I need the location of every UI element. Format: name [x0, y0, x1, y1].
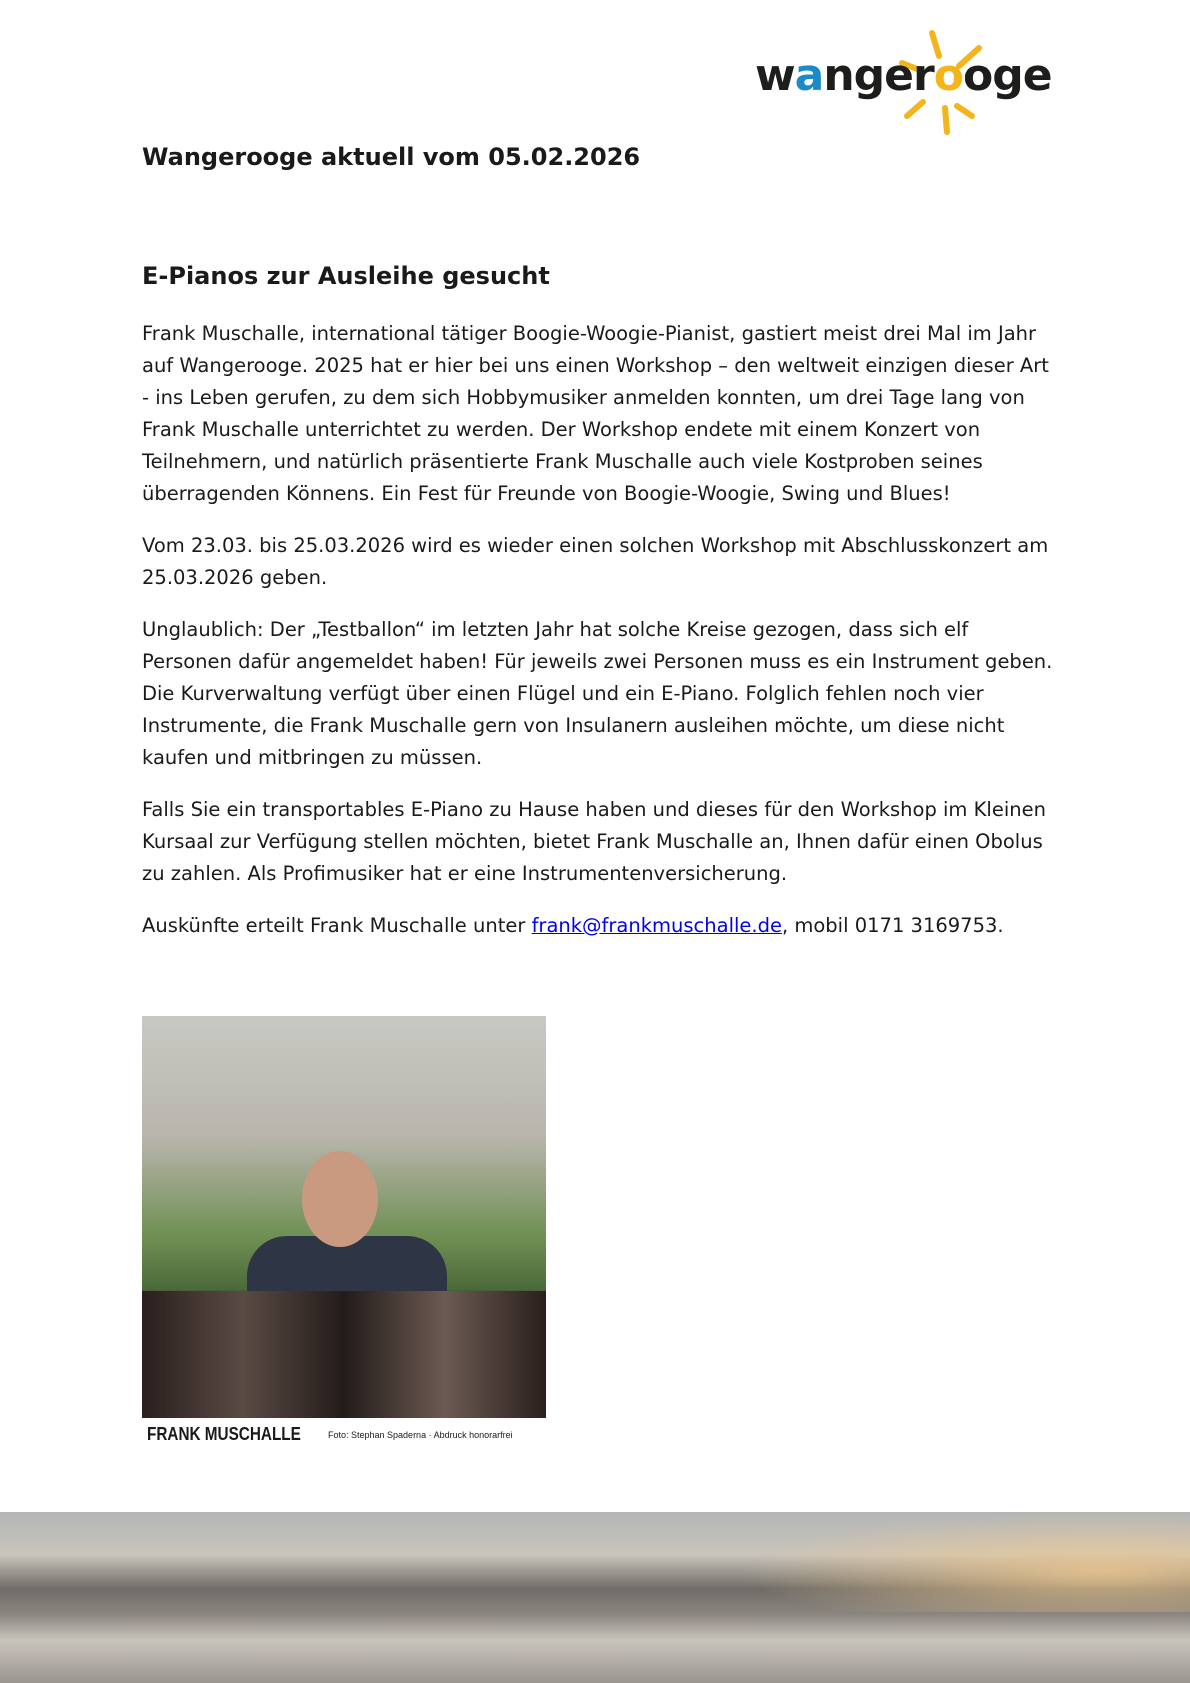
logo-text: w: [755, 50, 795, 101]
paragraph: Unglaublich: Der „Testballon“ im letzten Jahr hat solche Kreise gezogen, dass sich elf Personen dafür angemeldet haben! Für jeweils zwei Personen muss es ein Instrument geben. Die Kurverwaltung verfügt über einen Flügel und ein E-Piano. Folglich fehlen noch vier Instrumente, die Frank Muschalle gern von Insulanern ausleihen möchte, um diese nicht kaufen und mitbringen zu müssen.: [142, 618, 1053, 769]
footer-beach-image: [0, 1512, 1190, 1683]
contact-prefix: Auskünfte erteilt Frank Muschalle unter: [142, 914, 532, 937]
email-link[interactable]: frank@frankmuschalle.de: [531, 914, 782, 937]
article-heading: E-Pianos zur Ausleihe gesucht: [142, 262, 550, 290]
photo-credit: Foto: Stephan Spaderna · Abdruck honorarfrei: [328, 1430, 513, 1440]
logo-text: o: [933, 50, 963, 101]
photo-caption-name: FRANK MUSCHALLE: [147, 1424, 301, 1444]
logo-text: nger: [823, 50, 934, 101]
logo-text: oge: [962, 50, 1052, 101]
contact-suffix: , mobil 0171 3169753.: [781, 914, 1004, 937]
contact-paragraph: [142, 910, 1062, 942]
logo-text: a: [794, 50, 824, 101]
paragraph: Frank Muschalle, international tätiger Boogie-Woogie-Pianist, gastiert meist drei Mal im Jahr auf Wangerooge. 2025 hat er hier bei uns einen Workshop – den weltweit einzigen dieser Art - ins Leben gerufen, zu dem sich Hobbymusiker anmelden konnten, um drei Tage lang von Frank Muschalle unterrichtet zu werden. Der Workshop endete mit einem Konzert von Teilnehmern, und natürlich präsentierte Frank Muschalle auch viele Kostproben seines überragenden Könnens. Ein Fest für Freunde von Boogie-Woogie, Swing und Blues!: [142, 322, 1049, 505]
wangerooge-logo: [755, 28, 1055, 138]
paragraph: Vom 23.03. bis 25.03.2026 wird es wieder einen solchen Workshop mit Abschlusskonzert am 25.03.2026 geben.: [142, 534, 1049, 589]
pianist-photo: [142, 1016, 546, 1418]
paragraph: Falls Sie ein transportables E-Piano zu Hause haben und dieses für den Workshop im Kleinen Kursaal zur Verfügung stellen möchten, bietet Frank Muschalle an, Ihnen dafür einen Obolus zu zahlen. Als Profimusiker hat er eine Instrumentenversicherung.: [142, 798, 1046, 885]
article-body: [142, 318, 1062, 962]
page-title: Wangerooge aktuell vom 05.02.2026: [142, 143, 641, 171]
